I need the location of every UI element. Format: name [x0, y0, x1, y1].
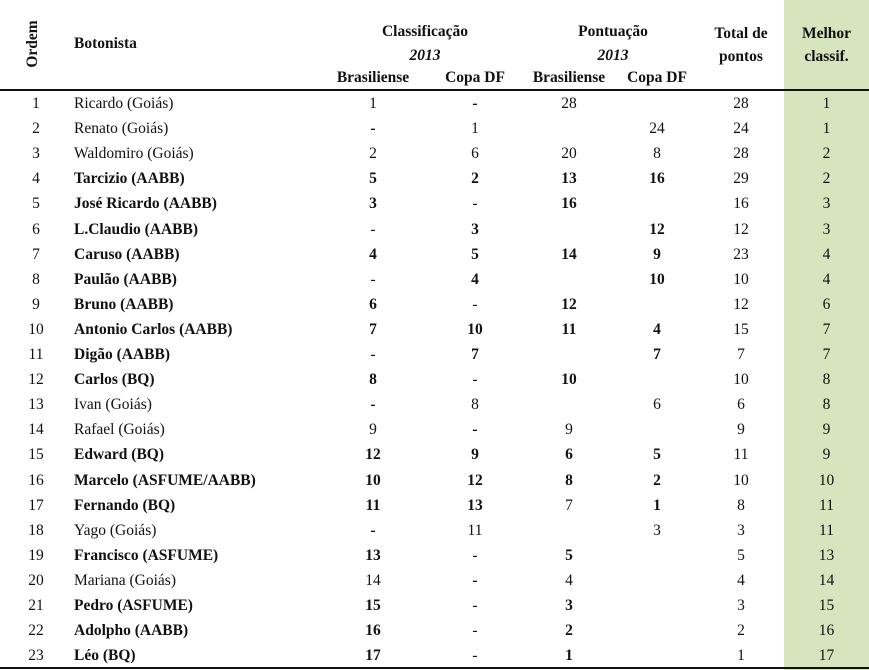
cell-ordem: 2 — [32, 120, 40, 138]
cell-pts-copadf: 4 — [653, 320, 661, 338]
cell-botonista: Léo (BQ) — [74, 647, 136, 665]
cell-total: 7 — [737, 346, 745, 363]
table-row — [0, 317, 869, 342]
cell-ordem: 11 — [28, 346, 44, 363]
cell-class-brasiliense: 5 — [369, 170, 377, 188]
cell-total: 3 — [737, 597, 745, 614]
cell-class-copadf: 3 — [471, 220, 479, 238]
table-row — [0, 618, 869, 643]
cell-botonista: Edward (BQ) — [74, 446, 164, 464]
cell-pts-copadf: 6 — [653, 396, 661, 414]
table-row — [0, 217, 869, 242]
cell-class-brasiliense: 6 — [369, 295, 377, 313]
header-pontuacao-year: 2013 — [597, 47, 629, 64]
cell-class-copadf: - — [472, 647, 478, 665]
cell-best-classif: 14 — [818, 571, 835, 589]
table-row — [0, 568, 869, 593]
cell-class-brasiliense: 1 — [369, 95, 377, 112]
cell-botonista: Antonio Carlos (AABB) — [74, 320, 233, 338]
cell-ordem: 5 — [32, 195, 40, 213]
table-row — [0, 166, 869, 191]
cell-pts-brasiliense: 14 — [561, 245, 577, 263]
cell-botonista: Ivan (Goiás) — [74, 396, 152, 414]
cell-class-copadf: 1 — [471, 120, 479, 138]
cell-class-brasiliense: - — [370, 270, 376, 288]
cell-class-brasiliense: 4 — [369, 245, 377, 263]
cell-best-classif: 3 — [822, 220, 831, 238]
cell-total: 12 — [733, 220, 749, 238]
cell-botonista: Francisco (ASFUME) — [74, 546, 219, 564]
cell-botonista: Marcelo (ASFUME/AABB) — [74, 471, 256, 489]
cell-pts-brasiliense: 8 — [565, 471, 573, 489]
cell-class-copadf: - — [472, 95, 478, 112]
table-row — [0, 191, 869, 216]
cell-botonista: Mariana (Goiás) — [74, 571, 176, 589]
cell-botonista: Adolpho (AABB) — [74, 622, 189, 640]
cell-total: 29 — [733, 170, 749, 188]
table-bottom-rule — [0, 667, 869, 669]
cell-best-classif: 2 — [822, 145, 831, 163]
cell-class-copadf: 5 — [471, 245, 479, 263]
cell-botonista: Carlos (BQ) — [74, 371, 155, 389]
cell-best-classif: 6 — [822, 295, 831, 313]
cell-class-brasiliense: 12 — [365, 446, 381, 464]
table-row — [0, 468, 869, 493]
cell-pts-copadf: 24 — [649, 120, 665, 138]
cell-total: 9 — [737, 421, 745, 439]
cell-pts-copadf: 1 — [653, 496, 661, 514]
cell-best-classif: 11 — [819, 496, 834, 514]
cell-botonista: Bruno (AABB) — [74, 295, 174, 313]
cell-total: 4 — [737, 571, 745, 589]
cell-pts-copadf: 5 — [653, 446, 661, 464]
cell-class-copadf: - — [472, 546, 478, 564]
cell-class-copadf: 6 — [471, 145, 479, 163]
cell-pts-brasiliense: 28 — [561, 95, 577, 112]
cell-pts-copadf — [622, 618, 692, 643]
cell-best-classif: 7 — [822, 346, 831, 363]
subheader-pts-brasiliense: Brasiliense — [532, 69, 606, 86]
cell-total: 8 — [737, 496, 745, 514]
cell-class-brasiliense: - — [370, 396, 376, 414]
table-row — [0, 518, 869, 543]
cell-class-copadf: - — [472, 597, 478, 614]
cell-botonista: Renato (Goiás) — [74, 120, 169, 138]
cell-pts-brasiliense: 9 — [565, 421, 573, 439]
cell-ordem: 16 — [28, 471, 44, 489]
cell-pts-brasiliense: 7 — [565, 496, 573, 514]
cell-pts-brasiliense: 1 — [565, 647, 573, 665]
cell-best-classif: 16 — [818, 622, 835, 640]
cell-class-brasiliense: - — [370, 120, 376, 138]
cell-best-classif: 15 — [818, 597, 835, 614]
cell-pts-brasiliense: 16 — [561, 195, 577, 213]
cell-pts-copadf: 8 — [653, 145, 661, 163]
cell-class-copadf: 4 — [471, 270, 479, 288]
cell-class-copadf: - — [472, 622, 478, 640]
cell-total: 10 — [733, 471, 749, 489]
cell-botonista: Digão (AABB) — [74, 346, 171, 363]
cell-botonista: Caruso (AABB) — [74, 245, 180, 263]
cell-total: 6 — [737, 396, 745, 414]
table-row — [0, 141, 869, 166]
cell-best-classif: 10 — [818, 471, 835, 489]
subheader-class-copadf: Copa DF — [445, 69, 505, 86]
cell-pts-copadf: 12 — [649, 220, 665, 238]
cell-botonista: Pedro (ASFUME) — [74, 597, 193, 614]
cell-class-brasiliense: 11 — [365, 496, 381, 514]
cell-pts-copadf: 16 — [649, 170, 665, 188]
cell-botonista: Ricardo (Goiás) — [74, 95, 174, 112]
cell-total: 16 — [733, 195, 749, 213]
cell-pts-brasiliense — [534, 116, 604, 141]
cell-total: 28 — [733, 145, 749, 163]
cell-class-brasiliense: 10 — [365, 471, 381, 489]
cell-pts-brasiliense — [534, 518, 604, 543]
cell-pts-copadf — [622, 417, 692, 442]
cell-class-copadf: - — [472, 195, 478, 213]
cell-total: 10 — [733, 371, 749, 389]
cell-total: 5 — [737, 546, 745, 564]
cell-botonista: Fernando (BQ) — [74, 496, 176, 514]
cell-botonista: Yago (Goiás) — [74, 521, 157, 539]
cell-total: 15 — [733, 320, 749, 338]
table-row — [0, 493, 869, 518]
table-row — [0, 392, 869, 417]
cell-ordem: 19 — [28, 546, 44, 564]
cell-class-brasiliense: - — [370, 521, 376, 539]
cell-pts-brasiliense: 2 — [565, 622, 573, 640]
cell-ordem: 21 — [28, 597, 44, 614]
cell-class-brasiliense: 3 — [369, 195, 377, 213]
cell-class-brasiliense: 13 — [365, 546, 381, 564]
cell-pts-copadf — [622, 543, 692, 568]
table-row — [0, 442, 869, 467]
cell-total: 28 — [733, 95, 749, 112]
cell-class-copadf: 8 — [471, 396, 479, 414]
cell-ordem: 3 — [32, 145, 40, 163]
cell-pts-copadf — [622, 292, 692, 317]
table-row — [0, 543, 869, 568]
cell-ordem: 18 — [28, 521, 44, 539]
header-pontuacao: Pontuação — [578, 23, 648, 40]
cell-botonista: Paulão (AABB) — [74, 270, 177, 288]
cell-best-classif: 17 — [818, 647, 835, 665]
cell-total: 11 — [733, 446, 749, 464]
cell-pts-brasiliense — [534, 392, 604, 417]
table-row — [0, 417, 869, 442]
cell-class-brasiliense: - — [370, 346, 376, 363]
table-row — [0, 643, 869, 668]
cell-ordem: 8 — [32, 270, 40, 288]
cell-best-classif: 4 — [822, 270, 831, 288]
cell-pts-brasiliense: 5 — [565, 546, 573, 564]
cell-ordem: 6 — [32, 220, 40, 238]
cell-class-copadf: 7 — [471, 346, 479, 363]
cell-class-copadf: - — [472, 295, 478, 313]
cell-best-classif: 13 — [818, 546, 835, 564]
cell-ordem: 22 — [28, 622, 44, 640]
header-best-line1: Melhor — [801, 25, 852, 42]
header-classificacao: Classificação — [381, 23, 469, 40]
cell-pts-copadf: 10 — [649, 270, 665, 288]
cell-class-brasiliense: 15 — [365, 597, 381, 614]
table-row — [0, 367, 869, 392]
cell-best-classif: 1 — [822, 95, 831, 112]
cell-class-brasiliense: 9 — [369, 421, 377, 439]
cell-pts-brasiliense — [534, 342, 604, 367]
cell-class-copadf: - — [472, 571, 478, 589]
cell-class-copadf: 2 — [471, 170, 479, 188]
table-row — [0, 593, 869, 618]
header-best-line2: classif. — [804, 48, 849, 65]
header-classificacao-year: 2013 — [409, 47, 441, 64]
cell-class-brasiliense: 16 — [365, 622, 381, 640]
cell-class-brasiliense: 8 — [369, 371, 377, 389]
table-row — [0, 342, 869, 367]
cell-botonista: Tarcizio (AABB) — [74, 170, 185, 188]
cell-pts-brasiliense: 13 — [561, 170, 577, 188]
table-row — [0, 292, 869, 317]
cell-ordem: 4 — [32, 170, 40, 188]
cell-ordem: 9 — [32, 295, 40, 313]
cell-pts-copadf — [622, 91, 692, 116]
cell-pts-brasiliense: 3 — [565, 597, 573, 614]
cell-class-copadf: - — [472, 371, 478, 389]
cell-best-classif: 8 — [822, 371, 831, 389]
cell-class-copadf: - — [472, 421, 478, 439]
table-row — [0, 116, 869, 141]
cell-best-classif: 2 — [822, 170, 831, 188]
cell-ordem: 14 — [28, 421, 44, 439]
cell-total: 23 — [733, 245, 749, 263]
cell-class-copadf: 13 — [467, 496, 483, 514]
cell-ordem: 17 — [28, 496, 44, 514]
cell-class-brasiliense: 17 — [365, 647, 381, 665]
cell-total: 2 — [737, 622, 745, 640]
cell-pts-brasiliense: 11 — [561, 320, 577, 338]
cell-pts-brasiliense — [534, 267, 604, 292]
cell-pts-brasiliense: 10 — [561, 371, 577, 389]
subheader-pts-copadf: Copa DF — [627, 69, 687, 86]
header-total-line1: Total de — [714, 25, 768, 42]
cell-botonista: L.Claudio (AABB) — [74, 220, 199, 238]
cell-pts-copadf — [622, 191, 692, 216]
cell-total: 3 — [737, 521, 745, 539]
cell-best-classif: 4 — [822, 245, 831, 263]
table-row — [0, 267, 869, 292]
cell-ordem: 7 — [32, 245, 40, 263]
cell-pts-copadf — [622, 568, 692, 593]
cell-class-brasiliense: - — [370, 220, 376, 238]
cell-pts-copadf — [622, 367, 692, 392]
cell-pts-copadf: 9 — [653, 245, 661, 263]
cell-total: 24 — [733, 120, 749, 138]
cell-best-classif: 3 — [822, 195, 831, 213]
cell-botonista: Waldomiro (Goiás) — [74, 145, 194, 163]
cell-pts-brasiliense: 4 — [565, 571, 573, 589]
cell-pts-copadf: 3 — [653, 521, 661, 539]
cell-ordem: 1 — [32, 95, 40, 112]
cell-best-classif: 7 — [822, 320, 831, 338]
cell-pts-brasiliense: 6 — [565, 446, 573, 464]
cell-pts-copadf — [622, 643, 692, 668]
cell-pts-copadf: 7 — [653, 346, 661, 363]
cell-best-classif: 8 — [822, 396, 831, 414]
cell-class-copadf: 11 — [467, 521, 483, 539]
header-total-line2: pontos — [719, 48, 763, 65]
subheader-class-brasiliense: Brasiliense — [336, 69, 410, 86]
cell-pts-brasiliense: 12 — [561, 295, 577, 313]
cell-total: 12 — [733, 295, 749, 313]
cell-class-brasiliense: 2 — [369, 145, 377, 163]
cell-ordem: 23 — [28, 647, 44, 665]
cell-best-classif: 9 — [822, 446, 831, 464]
cell-botonista: José Ricardo (AABB) — [74, 195, 217, 213]
cell-ordem: 10 — [28, 320, 44, 338]
cell-total: 10 — [733, 270, 749, 288]
cell-ordem: 12 — [28, 371, 44, 389]
cell-ordem: 20 — [28, 571, 44, 589]
table-row — [0, 91, 869, 116]
cell-pts-copadf — [622, 593, 692, 618]
cell-botonista: Rafael (Goiás) — [74, 421, 165, 439]
cell-ordem: 13 — [28, 396, 44, 414]
cell-ordem: 15 — [28, 446, 44, 464]
table-row — [0, 242, 869, 267]
cell-best-classif: 9 — [822, 421, 831, 439]
header-botonista: Botonista — [74, 35, 137, 52]
cell-class-copadf: 10 — [467, 320, 483, 338]
header-ordem-label: Ordem — [24, 20, 41, 68]
cell-class-brasiliense: 14 — [365, 571, 381, 589]
cell-class-copadf: 9 — [471, 446, 479, 464]
header-ordem — [22, 12, 44, 76]
cell-pts-brasiliense: 20 — [561, 145, 577, 163]
cell-class-copadf: 12 — [467, 471, 483, 489]
cell-total: 1 — [737, 647, 745, 665]
cell-pts-copadf: 2 — [653, 471, 661, 489]
cell-best-classif: 1 — [822, 120, 831, 138]
cell-class-brasiliense: 7 — [369, 320, 377, 338]
cell-pts-brasiliense — [534, 217, 604, 242]
cell-best-classif: 11 — [819, 521, 834, 539]
